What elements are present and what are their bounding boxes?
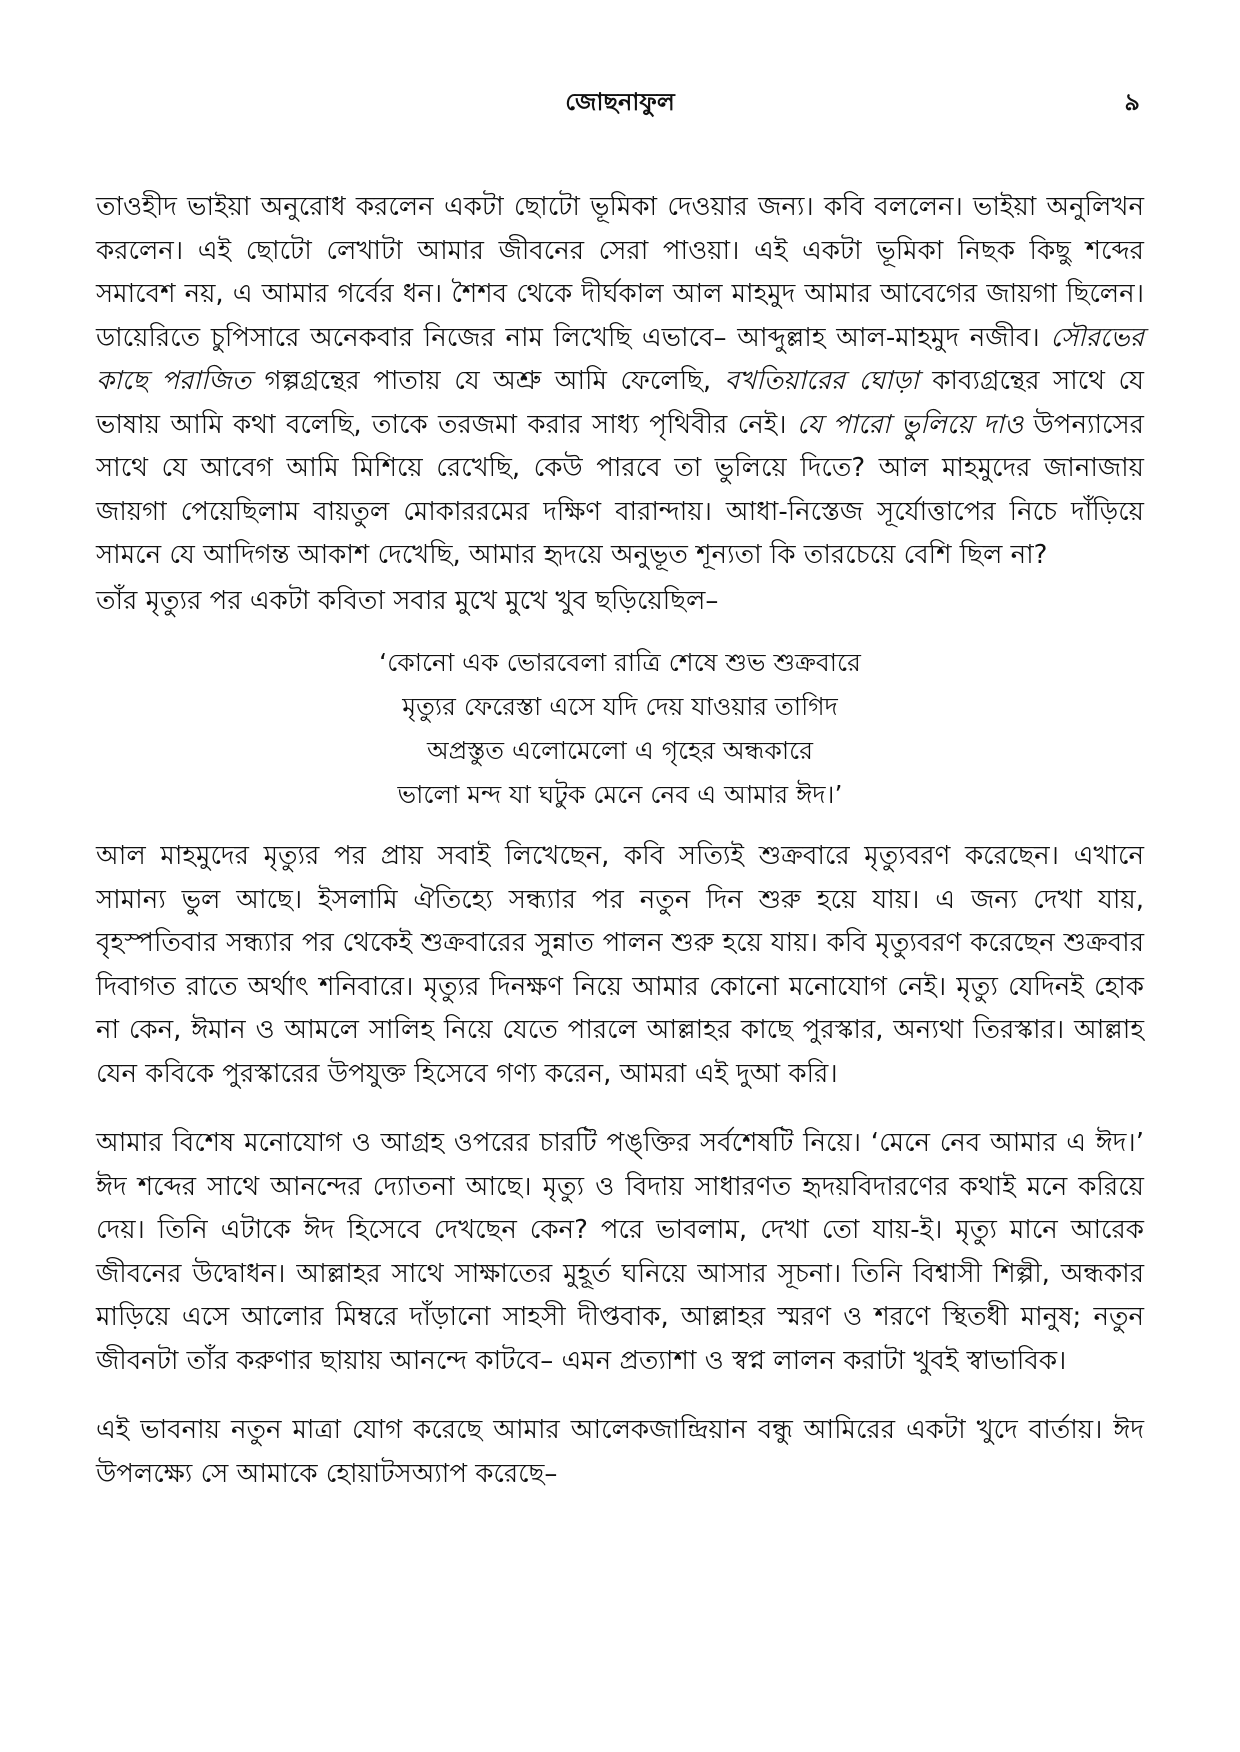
- paragraph-1-text-a: তাওহীদ ভাইয়া অনুরোধ করলেন একটা ছোটো ভূমিকা দেওয়ার জন্য। কবি বললেন। ভাইয়া অনুলিখন করলেন। এই ছোটো লেখাটা আমার জীবনের সেরা পাওয়া। এই একটা ভূমিকা নিছক কিছু শব্দের সমাবেশ নয়, এ আমার গর্বের ধন। শৈশব থেকে দীর্ঘকাল আল মাহমুদ আমার আবেগের জায়গা ছিলেন। ডায়েরিতে চুপিসারে অনেকবার নিজের নাম লিখেছি এভাবে– আব্দুল্লাহ আল-মাহমুদ নজীব।: [96, 192, 1144, 353]
- poem-line-1: ‘কোনো এক ভোরবেলা রাত্রি শেষে শুভ শুক্রবারে: [379, 648, 861, 677]
- book-title-bakhtiyarer-ghora: বখতিয়ারের ঘোড়া: [724, 366, 919, 396]
- book-title-je-paro-bhuliye-dao: যে পারো ভুলিয়ে দাও: [796, 409, 1024, 440]
- page-body: [96, 186, 1144, 1496]
- paragraph-3: আল মাহমুদের মৃত্যুর পর প্রায় সবাই লিখেছেন, কবি সত্যিই শুক্রবারে মৃত্যুবরণ করেছেন। এখানে সামান্য ভুল আছে। ইসলামি ঐতিহ্যে সন্ধ্যার পর নতুন দিন শুরু হয়ে যায়। এ জন্য দেখা যায়, বৃহস্পতিবার সন্ধ্যার পর থেকেই শুক্রবারের সুন্নাত পালন শুরু হয়ে যায়। কবি মৃত্যুবরণ করেছেন শুক্রবার দিবাগত রাতে অর্থাৎ শনিবারে। মৃত্যুর দিনক্ষণ নিয়ে আমার কোনো মনোযোগ নেই। মৃত্যু যেদিনই হোক না কেন, ঈমান ও আমলে সালিহ নিয়ে যেতে পারলে আল্লাহর কাছে পুরস্কার, অন্যথা তিরস্কার। আল্লাহ যেন কবিকে পুরস্কারের উপযুক্ত হিসেবে গণ্য করেন, আমরা এই দুআ করি।: [96, 841, 1144, 1089]
- poem-line-4: ভালো মন্দ যা ঘটুক মেনে নেব এ আমার ঈদ।’: [397, 780, 843, 809]
- paragraph-1-text-e: কাব্যগ্রন্থের সাথে যে ভাষায় আমি কথা বলেছি, তাকে তরজমা করার সাধ্য পৃথিবীর নেই।: [96, 366, 1144, 440]
- paragraph-1: [96, 186, 1144, 578]
- paragraph-1-text-g: উপন্যাসের সাথে যে আবেগ আমি মিশিয়ে রেখেছি, কেউ পারবে তা ভুলিয়ে দিতে? আল মাহমুদের জানাজায় জায়গা পেয়েছিলাম বায়তুল মোকাররমের দক্ষিণ বারান্দায়। আধা-নিস্তেজ সূর্যোত্তাপের নিচে দাঁড়িয়ে সামনে যে আদিগন্ত আকাশ দেখেছি, আমার হৃদয়ে অনুভূত শূন্যতা কি তারচেয়ে বেশি ছিল না?: [96, 409, 1144, 570]
- page-number: ৯: [1124, 88, 1140, 116]
- poem-line-3: অপ্রস্তুত এলোমেলো এ গৃহের অন্ধকারে: [427, 736, 813, 765]
- paragraph-1-text-c: গল্পগ্রন্থের পাতায় যে অশ্রু আমি ফেলেছি,: [251, 366, 725, 396]
- poem-line-2: মৃত্যুর ফেরেস্তা এসে যদি দেয় যাওয়ার তাগিদ: [402, 692, 838, 721]
- paragraph-4: আমার বিশেষ মনোযোগ ও আগ্রহ ওপরের চারটি পঙ্‌ক্তির সর্বশেষটি নিয়ে। ‘মেনে নেব আমার এ ঈদ।’ ঈদ শব্দের সাথে আনন্দের দ্যোতনা আছে। মৃত্যু ও বিদায় সাধারণত হৃদয়বিদারণের কথাই মনে করিয়ে দেয়। তিনি এটাকে ঈদ হিসেবে দেখছেন কেন? পরে ভাবলাম, দেখা তো যায়-ই। মৃত্যু মানে আরেক জীবনের উদ্বোধন। আল্লাহর সাথে সাক্ষাতের মুহূর্ত ঘনিয়ে আসার সূচনা। তিনি বিশ্বাসী শিল্পী, অন্ধকার মাড়িয়ে এসে আলোর মিম্বরে দাঁড়ানো সাহসী দীপ্তবাক, আল্লাহর স্মরণ ও শরণে স্থিতধী মানুষ; নতুন জীবনটা তাঁর করুণার ছায়ায় আনন্দে কাটবে– এমন প্রত্যাশা ও স্বপ্ন লালন করাটা খুবই স্বাভাবিক।: [96, 1128, 1144, 1376]
- paragraph-2: তাঁর মৃত্যুর পর একটা কবিতা সবার মুখে মুখে খুব ছড়িয়েছিল–: [96, 585, 719, 616]
- paragraph-5: এই ভাবনায় নতুন মাত্রা যোগ করেছে আমার আলেকজান্দ্রিয়ান বন্ধু আমিরের একটা খুদে বার্তায়। ঈদ উপলক্ষ্যে সে আমাকে হোয়াটসঅ্যাপ করেছে–: [96, 1415, 1144, 1489]
- book-title-saurabher-kache-parajito: সৌরভের কাছে পরাজিত: [96, 322, 1144, 396]
- running-title: জোছনাফুল: [565, 88, 675, 116]
- page-header: [100, 82, 1140, 122]
- poem-quote: [96, 641, 1144, 817]
